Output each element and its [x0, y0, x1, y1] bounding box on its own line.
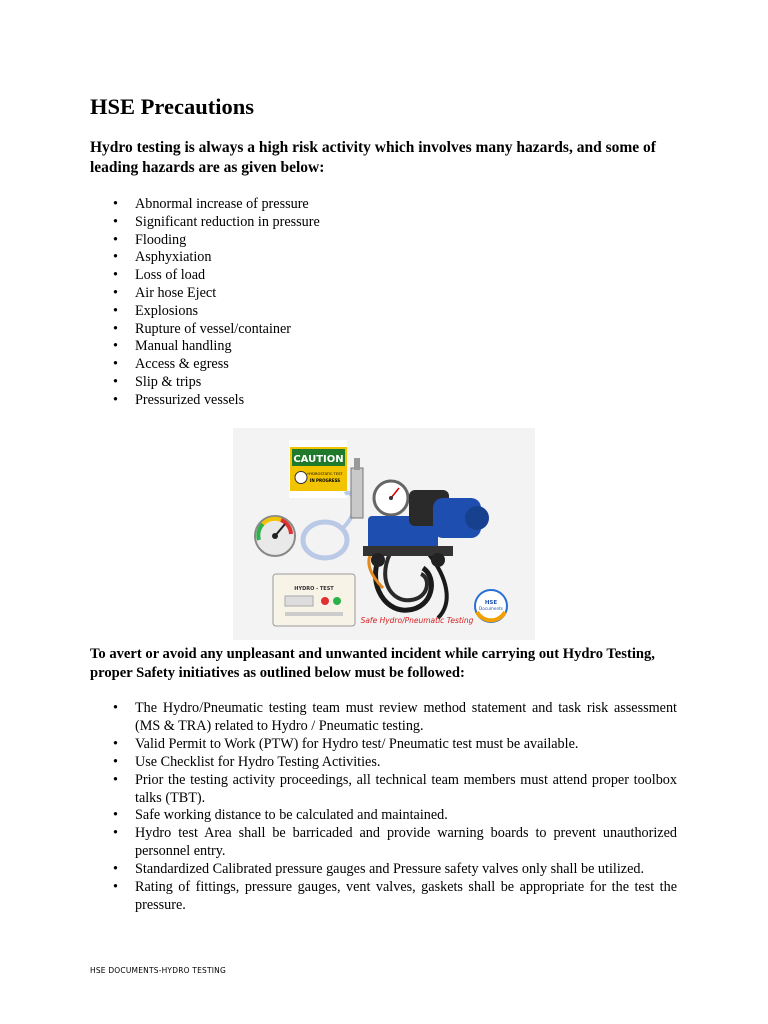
list-item: • Safe working distance to be calculated and maintained. — [90, 807, 677, 825]
logo-text: HSE — [484, 600, 498, 606]
list-item: • Abnormal increase of pressure — [90, 196, 680, 214]
list-item: • Standardized Calibrated pressure gauges and Pressure safety valves only shall be utilized. — [90, 861, 677, 879]
list-item: • Valid Permit to Work (PTW) for Hydro test/ Pneumatic test must be available. — [90, 736, 677, 754]
list-item: • Significant reduction in pressure — [90, 214, 680, 232]
list-item: • Access & egress — [90, 356, 680, 374]
list-item: • Explosions — [90, 303, 680, 321]
list-item: • Slip & trips — [90, 374, 680, 392]
list-item: • Flooding — [90, 232, 680, 250]
list-item: • Prior the testing activity proceedings, all technical team members must attend proper toolbox talks (TBT). — [90, 772, 677, 808]
list-item: • Hydro test Area shall be barricaded and provide warning boards to prevent unauthorized personnel entry. — [90, 825, 677, 861]
hazards-intro: Hydro testing is always a high risk activity which involves many hazards, and some of leading hazards are as given below: — [90, 139, 656, 176]
page-footer: HSE DOCUMENTS-HYDRO TESTING — [90, 966, 226, 975]
caution-sign-icon — [289, 440, 347, 498]
logo-text-2: Documents — [479, 606, 503, 611]
hydro-test-equipment-image — [233, 428, 535, 640]
list-item: • Use Checklist for Hydro Testing Activities. — [90, 754, 677, 772]
caution-sign-title: CAUTION — [293, 454, 344, 465]
control-panel-icon — [273, 574, 355, 626]
caution-sign-subtitle: HYDROSTATIC TEST — [307, 472, 343, 476]
list-item: • Pressurized vessels — [90, 392, 680, 410]
list-item: • Loss of load — [90, 267, 680, 285]
list-item: • Asphyxiation — [90, 249, 680, 267]
measures-list — [90, 700, 677, 915]
list-item: • The Hydro/Pneumatic testing team must review method statement and task risk assessment (MS & TRA) related to Hydro / Pneumatic testing. — [90, 700, 677, 736]
measures-intro: To avert or avoid any unpleasant and unwanted incident while carrying out Hydro Testing, proper Safety initiatives as outlined below must be followed: — [90, 646, 655, 681]
pressure-gauge-icon — [255, 516, 295, 556]
control-panel-label: HYDRO - TEST — [294, 586, 334, 592]
list-item: • Air hose Eject — [90, 285, 680, 303]
figure-caption: Safe Hydro/Pneumatic Testing — [360, 616, 474, 625]
list-item: • Rupture of vessel/container — [90, 321, 680, 339]
caution-sign-subtitle-2: IN PROGRESS — [309, 478, 341, 483]
hazards-list — [90, 196, 680, 410]
list-item: • Manual handling — [90, 338, 680, 356]
list-item: • Rating of fittings, pressure gauges, vent valves, gaskets shall be appropriate for the test the pressure. — [90, 879, 677, 915]
page-title: HSE Precautions — [90, 94, 254, 119]
hse-documents-logo-icon — [475, 590, 507, 622]
